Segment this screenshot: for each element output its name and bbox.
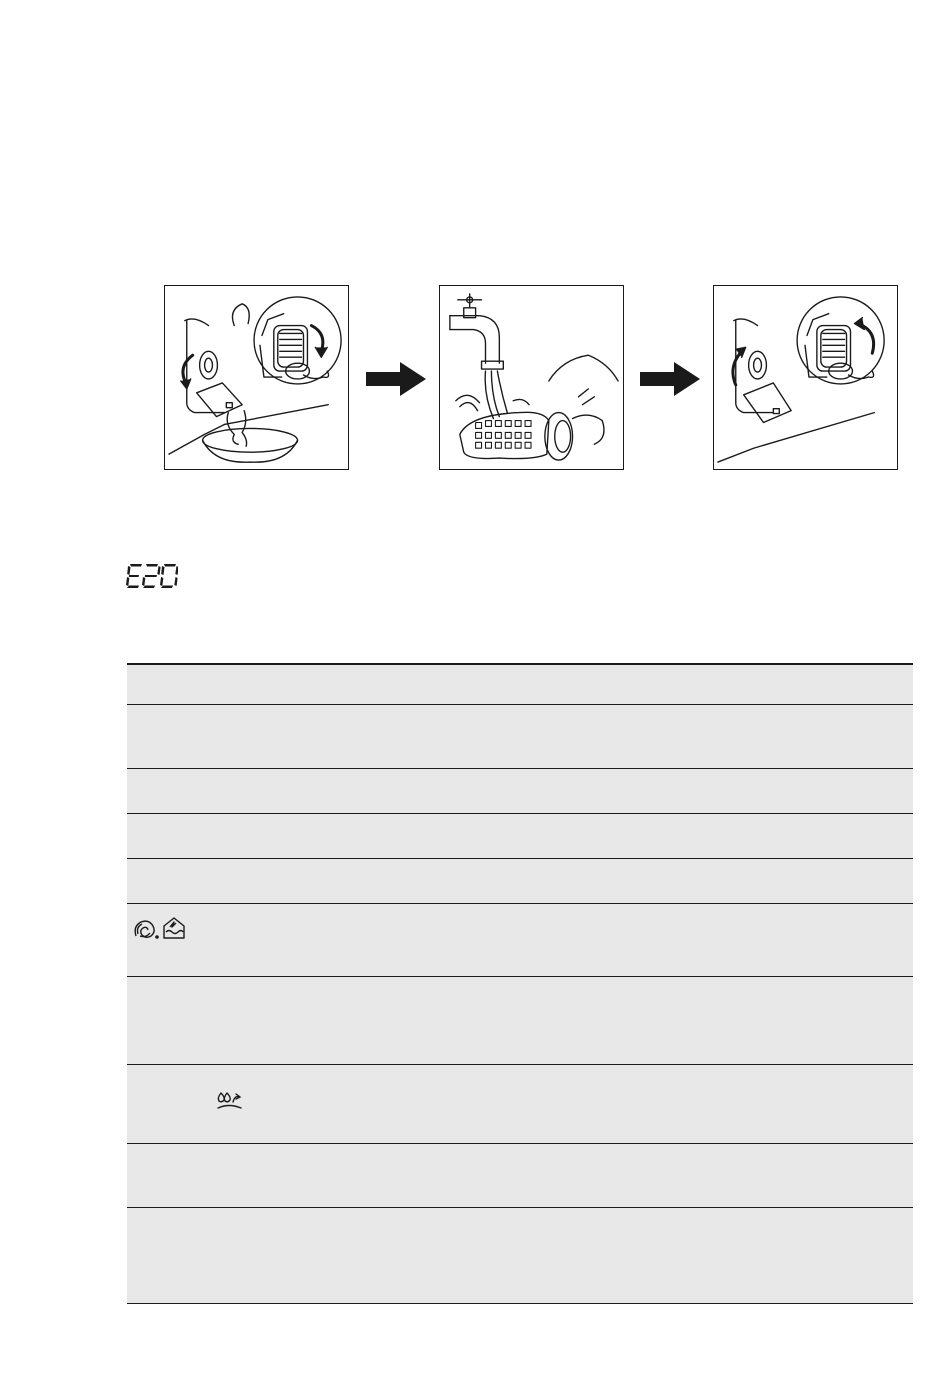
troubleshooting-table <box>127 663 913 1304</box>
arrow-right-icon <box>640 362 700 396</box>
wool-icon <box>133 918 159 940</box>
table-row <box>127 904 913 977</box>
illustration-step-2 <box>439 285 624 470</box>
table-row <box>127 859 913 904</box>
table-row <box>127 1208 913 1304</box>
table-row <box>127 977 913 1065</box>
table-row <box>127 665 913 705</box>
illustration-step-1 <box>164 285 349 470</box>
table-row <box>127 1144 913 1208</box>
illustration-step-3 <box>713 285 898 470</box>
table-row <box>127 1065 913 1144</box>
refit-drain-filter-illustration <box>714 286 897 469</box>
rinse-filter-under-tap-illustration <box>440 286 623 469</box>
table-row <box>127 705 913 769</box>
seven-segment-display <box>126 562 178 590</box>
table-row <box>127 814 913 859</box>
water-tub-icon <box>161 916 187 940</box>
rinse-hold-icon <box>215 1089 245 1111</box>
arrow-right-icon <box>366 362 426 396</box>
table-row <box>127 769 913 814</box>
remove-drain-filter-illustration <box>165 286 348 469</box>
error-code-display <box>126 562 178 590</box>
